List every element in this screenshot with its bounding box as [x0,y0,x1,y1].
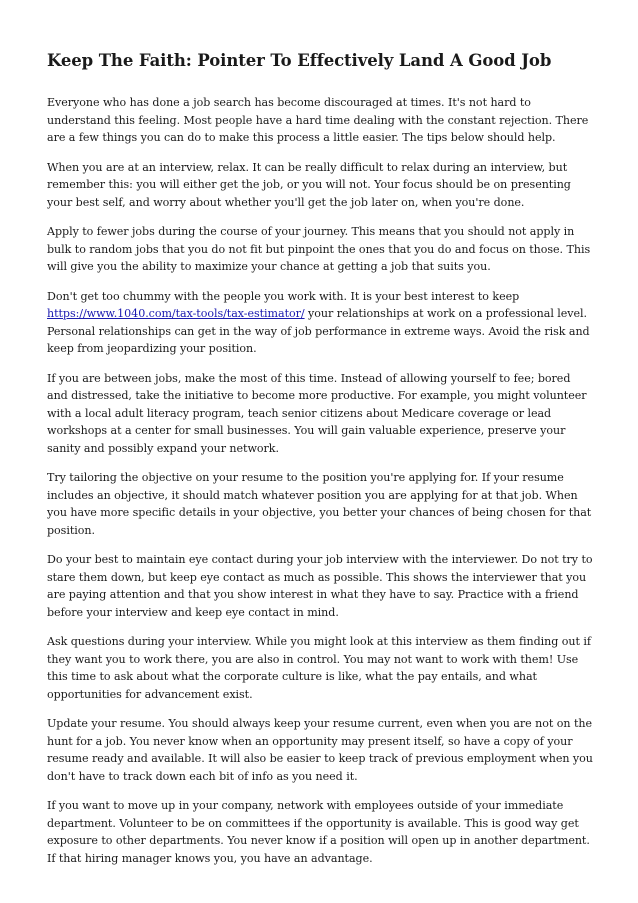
document-title: Keep The Faith: Pointer To Effectively Land A Good Job [47,51,552,70]
paragraph-interview-relax: When you are at an interview, relax. It can be really difficult to relax during an interview, but remember this: you will either get the job, or you will not. Your focus should be on presenting your best self, and worry about whether you'll get the job later on, when you're done. [47,160,571,209]
paragraph-chummy-before: Don't get too chummy with the people you work with. It is your best interest to keep [47,289,520,303]
paragraph-update-resume: Update your resume. You should always keep your resume current, even when you are not on the hunt for a job. You never know when an opportunity may present itself, so have a copy of your resume ready and available. It will also be easier to keep track of previous employment when you don't have to track down each bit of info as you need it. [47,717,593,783]
paragraph-eye-contact: Do your best to maintain eye contact during your job interview with the interviewer. Do not try to stare them down, but keep eye contact as much as possible. This shows the interviewer that you are paying attention and that you show interest in what they have to say. Practice with a friend before your interview and keep eye contact in mind. [47,553,593,619]
paragraph-between-jobs: If you are between jobs, make the most of this time. Instead of allowing yourself to fee; bored and distressed, take the initiative to become more productive. For example, you might volunteer with a local adult literacy program, teach senior citizens about Medicare coverage or lead workshops at a center for small businesses. You will gain valuable experience, preserve your sanity and possibly expand your network. [47,371,587,455]
tax-estimator-link[interactable]: https://www.1040.com/tax-tools/tax-estimator/ [47,307,305,320]
paragraph-apply-fewer: Apply to fewer jobs during the course of your journey. This means that you should not apply in bulk to random jobs that you do not fit but pinpoint the ones that you do and focus on those. This will give you the ability to maximize your chance at getting a job that suits you. [47,225,591,273]
paragraph-ask-questions: Ask questions during your interview. While you might look at this interview as them finding out if they want you to work there, you are also in control. You may not want to work with them! Use this time to ask about what the corporate culture is like, what the pay entails, and what opportunities for advancement exist. [47,635,591,701]
paragraph-network: If you want to move up in your company, network with employees outside of your immediate department. Volunteer to be on committees if the opportunity is available. This is good way get exposure to other departments. You never know if a position will open up in another department. If that hiring manager knows you, you have an advantage. [47,799,590,865]
paragraph-chummy-after: your relationships at work on a professional level. Personal relationships can get in the way of job performance in extreme ways. Avoid the risk and keep from jeopardizing your position. [47,307,590,355]
paragraph-chummy [47,288,594,358]
paragraph-tailor-objective: Try tailoring the objective on your resume to the position you're applying for. If your resume includes an objective, it should match whatever position you are applying for at that job. When you have more specific details in your objective, you better your chances of being chosen for that position. [47,471,592,537]
paragraph-intro: Everyone who has done a job search has become discouraged at times. It's not hard to understand this feeling. Most people have a hard time dealing with the constant rejection. There are a few things you can do to make this process a little easier. The tips below should help. [47,96,589,144]
